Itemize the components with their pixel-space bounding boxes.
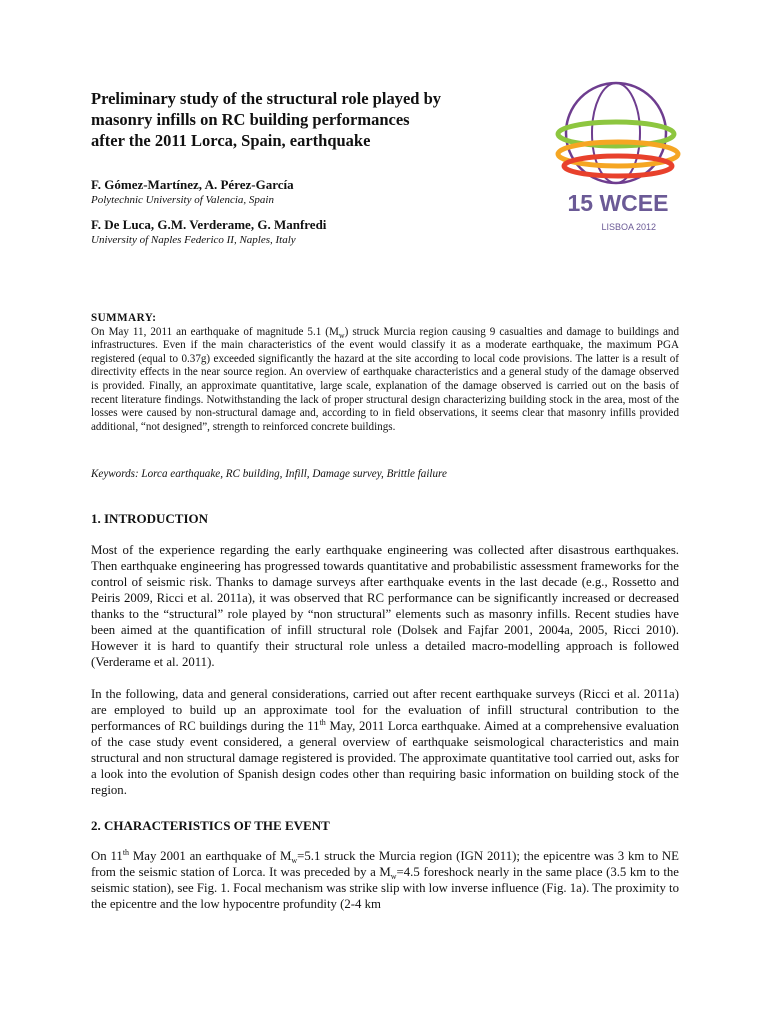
subscript: w — [390, 872, 397, 881]
text-run: On 11 — [91, 849, 123, 863]
author-names: F. Gómez-Martínez, A. Pérez-García — [91, 177, 294, 192]
keywords-line: Keywords: Lorca earthquake, RC building, Infill, Damage survey, Brittle failure — [91, 468, 447, 480]
text-run: May 2001 an earthquake of M — [129, 849, 292, 863]
summary-section — [91, 312, 679, 434]
subscript: w — [291, 856, 298, 865]
text-run: =5.1 struck the Murcia region (IGN 2011); the epicentre was 3 km to NE from the seismic station of Lorca. It was preceded by a M — [91, 849, 679, 879]
text-run: =4.5 foreshock nearly in the same place (3.5 km to the seismic station), see Fig. 1. Focal mechanism was strike slip with low inverse influence (Fig. 1a). The proximity to the epicentre and the low hypocentre profundity (2-4 km — [91, 865, 679, 911]
author-names: F. De Luca, G.M. Verderame, G. Manfredi — [91, 217, 327, 232]
summary-paragraph — [91, 326, 679, 435]
subscript: w — [338, 330, 345, 340]
section-heading-characteristics: 2. CHARACTERISTICS OF THE EVENT — [91, 818, 330, 833]
event-paragraph-1 — [91, 848, 679, 912]
author-affiliation: University of Naples Federico II, Naples, Italy — [91, 234, 296, 246]
section-heading-introduction: 1. INTRODUCTION — [91, 511, 209, 526]
text-run: ) struck Murcia region causing 9 casualties and damage to buildings and infrastructures. Even if the main characteristics of the event would classify it as a moderate earthquake, the maximum PGA registered (equal to 0.37g) exceeded significantly the hazard at the site according to local code provisions. The latter is a result of directivity effects in the near source region. An overview of earthquake characteristics and a general study of the damage observed is provided. Finally, an approximate quantitative, large scale, explanation of the damage observed is carried out on the basis of recent literature findings. Notwithstanding the lack of proper structural design characterizing building stock in the area, most of the losses were caused by non-structural damage and, according to in field observations, it seems clear that masonry infills provided additional, “not designed”, strength to reinforced concrete buildings. — [91, 325, 679, 433]
intro-paragraph-2 — [91, 686, 679, 798]
intro-paragraph-1: Most of the experience regarding the early earthquake engineering was collected after disastrous earthquakes. Then earthquake engineering has progressed towards quantitative and probabilistic assessment frameworks for the control of seismic risk. Thanks to damage surveys after earthquake events in the last decade (e.g., Rossetto and Peiris 2009, Ricci et al. 2011a), it was observed that RC performance can be significantly increased or decreased thanks to the “structural” role played by “non structural” elements such as masonry infills. Recent studies have been aimed at the quantification of infill structural role (Dolsek and Fajfar 2001, 2004a, 2005, Ricci 2010). However it is hard to quantify their structural role unless a detailed macro-modelling approach is followed (Verderame et al. 2011). — [91, 543, 679, 669]
text-run: May, 2011 Lorca earthquake. Aimed at a comprehensive evaluation of the case study event considered, a general overview of earthquake seismological characteristics and main structural and non structural damage registered is provided. The approximate quantitative tool carried out, asks for a look into the evolution of Spanish design codes other than requiring basic information on building stock of the region. — [91, 719, 679, 797]
paper-title — [91, 88, 531, 151]
author-group-naples — [91, 217, 511, 247]
text-run: In the following, data and general considerations, carried out after recent earthquake surveys (Ricci et al. 2011a) are employed to build up an approximate tool for the evaluation of infill structural contribution to the performances of RC buildings during the 11 — [91, 687, 679, 733]
title-line: masonry infills on RC building performances — [91, 110, 410, 129]
superscript: th — [122, 848, 130, 857]
logo-subtext: LISBOA 2012 — [601, 222, 656, 232]
logo-text: 15 WCEE — [567, 190, 669, 216]
superscript: th — [319, 718, 326, 727]
summary-heading: SUMMARY: — [91, 312, 157, 324]
title-line: Preliminary study of the structural role played by — [91, 89, 441, 108]
author-group-valencia — [91, 177, 511, 207]
wcee-logo — [548, 76, 688, 248]
author-affiliation: Polytechnic University of Valencia, Spain — [91, 194, 274, 206]
title-line: after the 2011 Lorca, Spain, earthquake — [91, 131, 371, 150]
text-run: On May 11, 2011 an earthquake of magnitude 5.1 (M — [91, 325, 339, 338]
